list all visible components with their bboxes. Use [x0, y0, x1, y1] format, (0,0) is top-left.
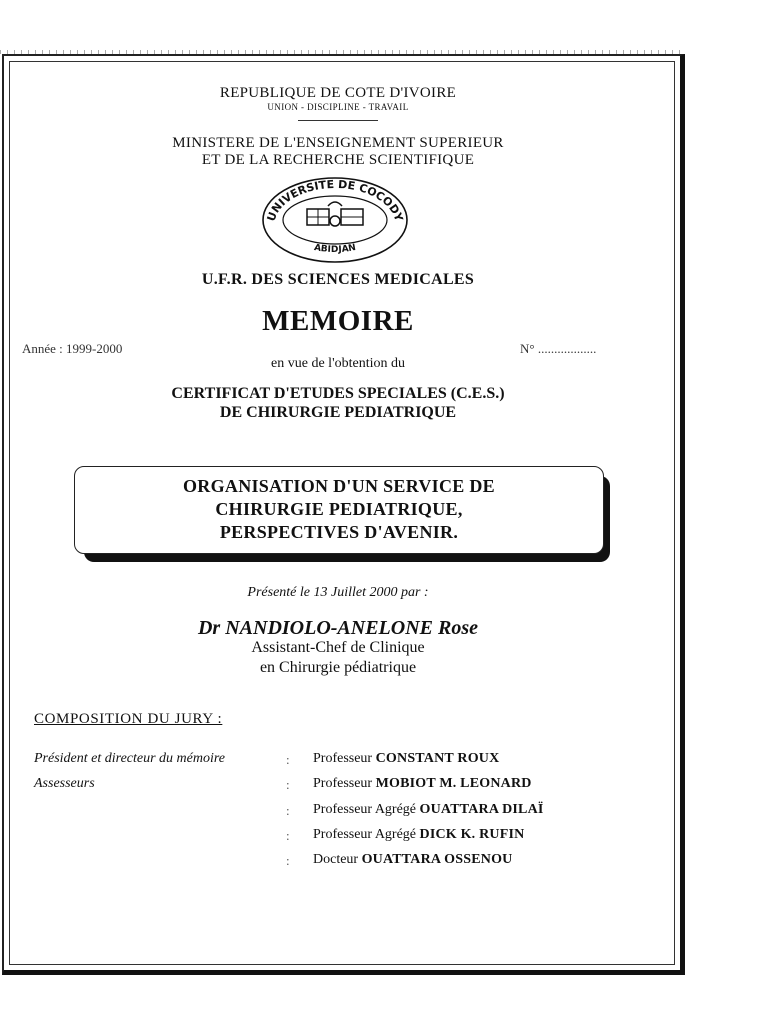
jury-separator: :: [286, 752, 290, 767]
jury-member: [313, 751, 499, 767]
seal-bottom-text: ABIDJAN: [313, 242, 357, 256]
document-type: MEMOIRE: [262, 305, 414, 337]
thesis-title-box: [74, 466, 604, 554]
jury-member-name: DICK K. RUFIN: [419, 827, 525, 842]
certificate-line-2: DE CHIRURGIE PEDIATRIQUE: [219, 404, 457, 421]
jury-member-title: Docteur: [313, 852, 359, 867]
document-number: N° ..................: [520, 341, 597, 356]
jury-member-name: CONSTANT ROUX: [375, 751, 500, 766]
jury-member: [313, 827, 524, 843]
thesis-title-line-2: CHIRURGIE PEDIATRIQUE,: [215, 499, 463, 519]
thesis-title-line-3: PERSPECTIVES D'AVENIR.: [219, 522, 459, 542]
jury-member-name: OUATTARA DILAÏ: [419, 802, 544, 817]
svg-text:UNIVERSITE DE COCODY: [265, 178, 406, 224]
jury-role-president: Président et directeur du mémoire: [34, 751, 226, 766]
jury-separator: :: [286, 777, 290, 792]
jury-member: [313, 852, 512, 868]
ministry-line-1: MINISTERE DE L'ENSEIGNEMENT SUPERIEUR: [172, 135, 504, 151]
purpose-line: en vue de l'obtention du: [271, 356, 405, 371]
university-seal-icon: [260, 176, 410, 264]
academic-year: Année : 1999-2000: [22, 341, 123, 356]
author-role-line-1: Assistant-Chef de Clinique: [251, 639, 425, 656]
faculty-heading: U.F.R. DES SCIENCES MEDICALES: [201, 271, 475, 288]
jury-member-title: Professeur Agrégé: [313, 802, 417, 817]
seal-top-text: UNIVERSITE DE COCODY: [264, 177, 406, 223]
jury-member-name: OUATTARA OSSENOU: [361, 852, 513, 867]
national-motto: UNION - DISCIPLINE - TRAVAIL: [267, 102, 409, 112]
jury-member: [313, 776, 532, 792]
jury-member-title: Professeur: [313, 776, 373, 791]
jury-member-title: Professeur Agrégé: [313, 827, 417, 842]
ministry-line-2: ET DE LA RECHERCHE SCIENTIFIQUE: [201, 152, 475, 168]
presentation-date: Présenté le 13 Juillet 2000 par :: [247, 585, 429, 600]
author-name: Dr NANDIOLO-ANELONE Rose: [197, 617, 478, 639]
certificate-line-1: CERTIFICAT D'ETUDES SPECIALES (C.E.S.): [171, 385, 505, 402]
jury-separator: :: [286, 828, 290, 843]
republic-heading: REPUBLIQUE DE COTE D'IVOIRE: [219, 85, 457, 101]
jury-separator: :: [286, 853, 290, 868]
author-role-line-2: en Chirurgie pédiatrique: [259, 659, 417, 676]
jury-member-name: MOBIOT M. LEONARD: [375, 776, 532, 791]
jury-heading: COMPOSITION DU JURY :: [34, 711, 223, 727]
jury-member-title: Professeur: [313, 751, 373, 766]
jury-role-assessors: Assesseurs: [34, 776, 95, 791]
thesis-title-line-1: ORGANISATION D'UN SERVICE DE: [183, 476, 495, 496]
svg-text:ABIDJAN: [313, 243, 356, 255]
jury-separator: :: [286, 803, 290, 818]
jury-member: [313, 802, 544, 818]
header-divider: [298, 120, 378, 121]
